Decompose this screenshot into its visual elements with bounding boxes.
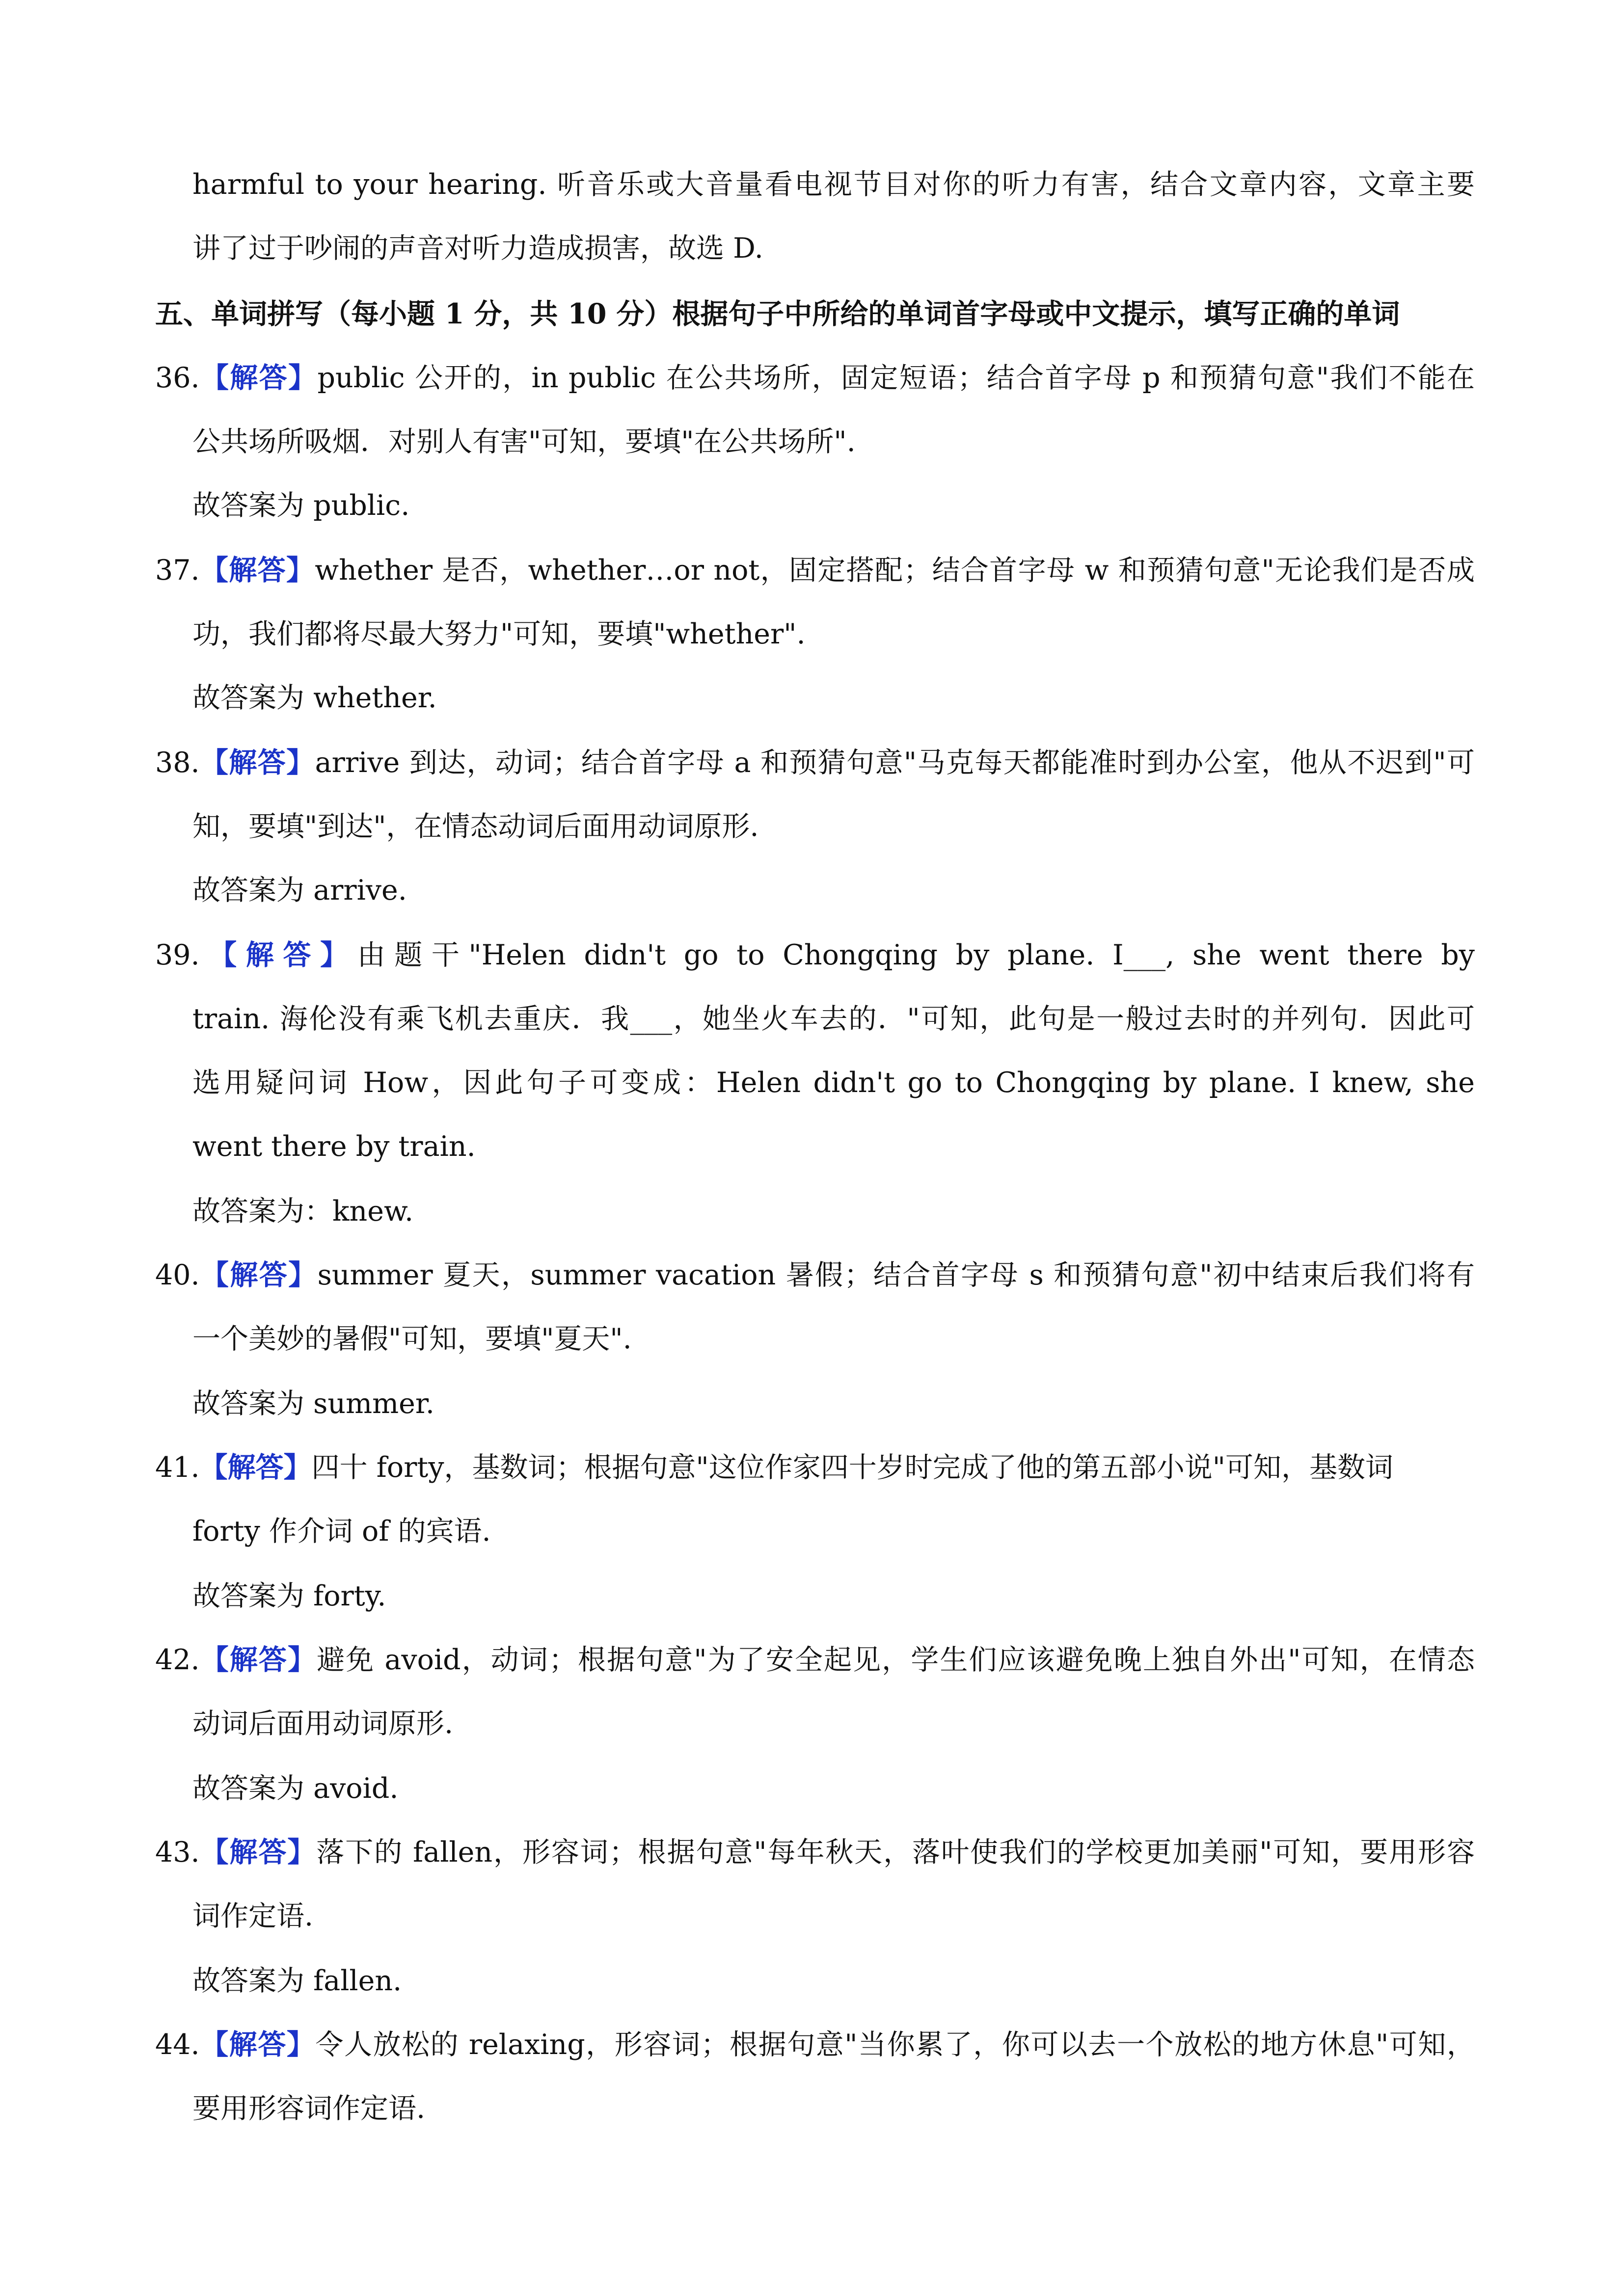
answer-item [155, 1833, 1475, 1872]
answer-text: 落下的 fallen，形容词；根据句意"每年秋天，落叶使我们的学校更加美丽"可知，要用形容 [316, 1836, 1475, 1869]
answer-number: 36. [155, 362, 200, 394]
answer-text: went there by train. [192, 1130, 476, 1163]
answer-tag: 【解答】 [199, 938, 357, 971]
answer-text: whether 是否，whether…or not，固定搭配；结合首字母 w 和预猜句意"无论我们是否成 [315, 554, 1475, 587]
answer-tag: 【解答】 [199, 1451, 312, 1484]
answer-tag: 【解答】 [199, 1836, 317, 1869]
answer-conclusion: 故答案为 forty. [192, 1580, 386, 1612]
answer-text: train. 海伦没有乘飞机去重庆．我___，她坐火车去的．"可知，此句是一般过去时的并列句．因此可 [192, 1003, 1475, 1035]
answer-text: summer 夏天，summer vacation 暑假；结合首字母 s 和预猜句意"初中结束后我们将有 [317, 1259, 1475, 1291]
intro-line: 讲了过于吵闹的声音对听力造成损害，故选 D. [192, 232, 763, 265]
answer-number: 40. [155, 1259, 200, 1291]
answer-item [155, 743, 1475, 782]
answer-item [155, 2025, 1475, 2064]
answer-text: 四十 forty，基数词；根据句意"这位作家四十岁时完成了他的第五部小说"可知，基数词 [311, 1451, 1393, 1484]
section-heading: 五、单词拼写（每小题 1 分，共 10 分）根据句子中所给的单词首字母或中文提示，填写正确的单词 [155, 297, 1400, 330]
answer-number: 37. [155, 554, 200, 587]
answer-text: 选用疑问词 How，因此句子可变成：Helen didn't go to Chongqing by plane. I knew, she [192, 1067, 1475, 1099]
answer-text: forty 作介词 of 的宾语. [192, 1515, 491, 1548]
answer-text: 令人放松的 relaxing，形容词；根据句意"当你累了，你可以去一个放松的地方休息"可知， [315, 2029, 1475, 2061]
answer-item [155, 1640, 1475, 1680]
answer-number: 38. [155, 747, 200, 779]
answer-text: 公共场所吸烟．对别人有害"可知，要填"在公共场所". [192, 426, 856, 458]
answer-conclusion: 故答案为 fallen. [192, 1965, 402, 1997]
answer-number: 39. [155, 939, 200, 971]
answer-number: 41. [155, 1451, 200, 1484]
answer-item [155, 1448, 1393, 1487]
answer-conclusion: 故答案为 arrive. [192, 874, 407, 907]
answer-tag: 【解答】 [199, 361, 318, 394]
answer-tag: 【解答】 [199, 2028, 316, 2061]
answer-text: 由题干"Helen didn't go to Chongqing by plane. I___, she went there by [357, 939, 1475, 971]
answer-conclusion: 故答案为 summer. [192, 1388, 435, 1420]
answer-item [155, 358, 1475, 398]
answer-tag: 【解答】 [199, 746, 315, 779]
answer-conclusion: 故答案为 avoid. [192, 1772, 399, 1805]
answer-text: 要用形容词作定语. [192, 2092, 426, 2125]
answer-item [155, 1255, 1475, 1295]
answer-text: arrive 到达，动词；结合首字母 a 和预猜句意"马克每天都能准时到办公室，他从不迟到"可 [315, 747, 1475, 779]
answer-number: 44. [155, 2029, 200, 2061]
answer-text: 知，要填"到达"，在情态动词后面用动词原形. [192, 810, 759, 843]
answer-tag: 【解答】 [199, 1258, 318, 1291]
answer-text: 避免 avoid，动词；根据句意"为了安全起见，学生们应该避免晚上独自外出"可知，在情态 [317, 1644, 1475, 1676]
answer-text: 动词后面用动词原形. [192, 1708, 454, 1740]
answer-conclusion: 故答案为 public. [192, 489, 410, 522]
answer-item [155, 935, 1475, 975]
answer-text: public 公开的，in public 在公共场所，固定短语；结合首字母 p 和预猜句意"我们不能在 [317, 362, 1475, 394]
answer-text: 词作定语. [192, 1900, 314, 1932]
answer-number: 43. [155, 1836, 200, 1869]
answer-number: 42. [155, 1644, 200, 1676]
intro-line: harmful to your hearing. 听音乐或大音量看电视节目对你的听力有害，结合文章内容，文章主要 [192, 168, 1475, 201]
answer-item [155, 551, 1475, 590]
answer-text: 功，我们都将尽最大努力"可知，要填"whether". [192, 618, 806, 650]
answer-conclusion: 故答案为：knew. [192, 1195, 414, 1228]
answer-tag: 【解答】 [199, 554, 315, 587]
answer-conclusion: 故答案为 whether. [192, 682, 437, 714]
answer-text: 一个美妙的暑假"可知，要填"夏天". [192, 1323, 632, 1355]
answer-tag: 【解答】 [199, 1643, 317, 1676]
